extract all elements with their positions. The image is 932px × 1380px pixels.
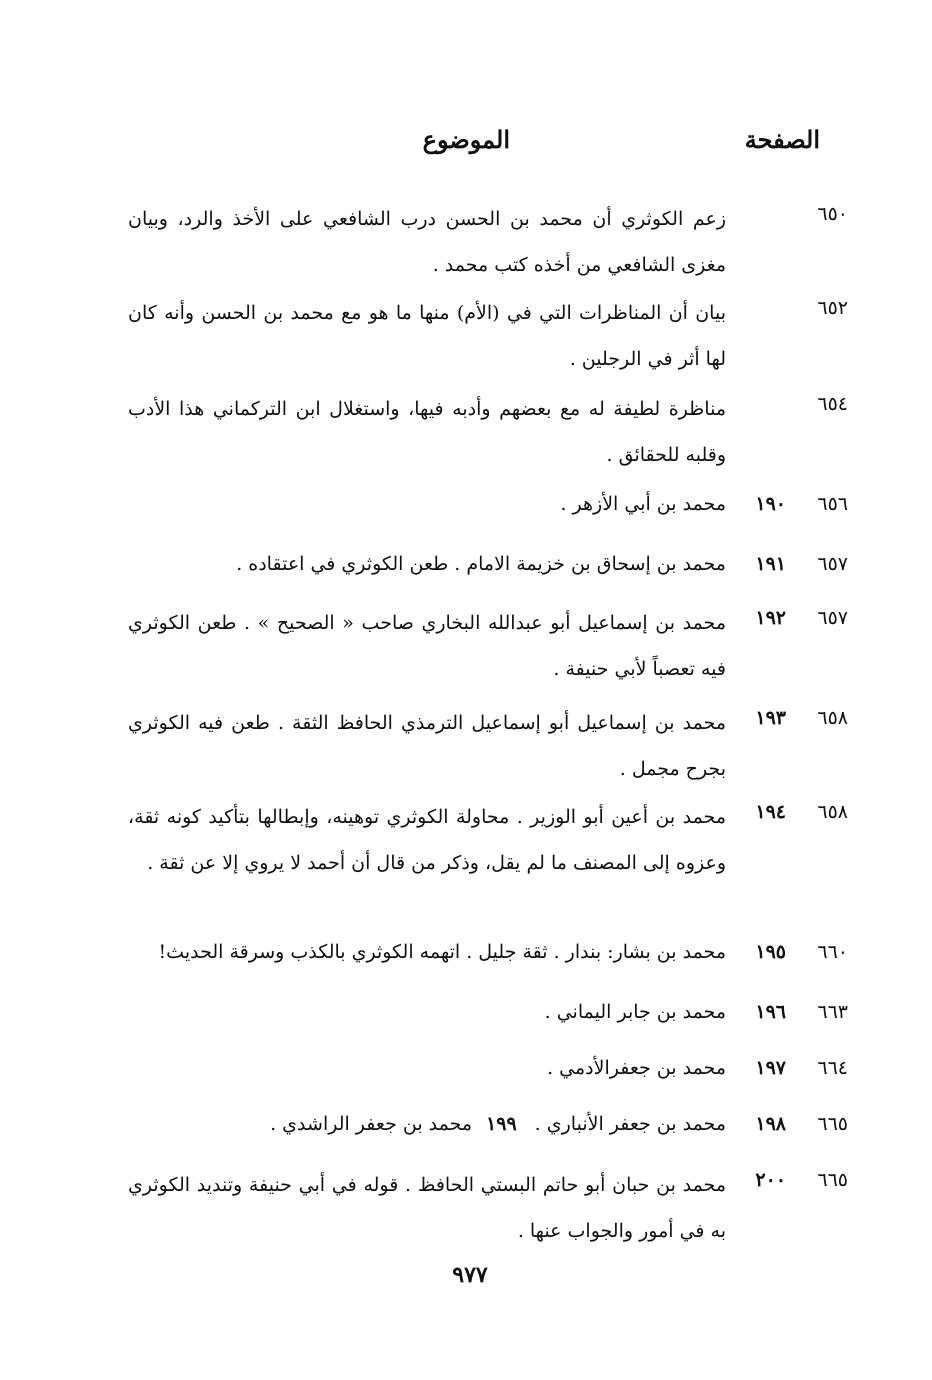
entry-page-number: ٦٦٤: [817, 1057, 848, 1079]
entry-text: محمد بن جابر اليماني .: [544, 1001, 726, 1023]
entry-page-number: ٦٦٣: [817, 1001, 848, 1023]
entry-number: ١٩٢: [755, 607, 786, 629]
entry-text: محمد بن أبي الأزهر .: [560, 493, 726, 515]
entry-number: ١٩٨: [755, 1113, 786, 1135]
entry-text: زعم الكوثري أن محمد بن الحسن درب الشافعي على الأخذ والرد، وبيان مغزى الشافعي من أخذه كتب محمد .: [128, 208, 726, 276]
entry-number: ١٩٥: [755, 941, 786, 963]
entry-page-number: ٦٦٥: [817, 1169, 848, 1191]
page-folio-number: ٩٧٧: [452, 1262, 488, 1288]
entry-text: محمد بن حبان أبو حاتم البستي الحافظ . قوله في أبي حنيفة وتنديد الكوثري به في أمور والجواب عنها .: [128, 1174, 726, 1242]
entry-page-number: ٦٥٢: [817, 297, 848, 319]
entry-page-number: ٦٥٤: [817, 393, 848, 415]
entry-text-extra: محمد بن جعفر الراشدي .: [270, 1113, 473, 1135]
entry-page-number: ٦٥٠: [817, 203, 848, 225]
entry-text: محمد بن جعفر الأنباري .: [534, 1113, 726, 1135]
entry-number: ٢٠٠: [755, 1169, 786, 1191]
entry-text: بيان أن المناظرات التي في (الأم) منها ما هو مع محمد بن الحسن وأنه كان لها أثر في الرجلين .: [128, 302, 726, 370]
entry-text: مناظرة لطيفة له مع بعضهم وأدبه فيها، واستغلال ابن التركماني هذا الأدب وقلبه للحقائق .: [128, 398, 726, 466]
entry-page-number: ٦٥٧: [817, 553, 848, 575]
page-column-header: الصفحة: [744, 125, 820, 154]
entry-number: ١٩٧: [755, 1057, 786, 1079]
entry-text: محمد بن أعين أبو الوزير . محاولة الكوثري توهينه، وإبطالها بتأكيد كونه ثقة، وعزوه إلى المصنف ما لم يقل، وذكر من قال أن أحمد لا يروي إلا عن ثقة .: [128, 806, 726, 874]
entry-text: محمد بن إسماعيل أبو إسماعيل الترمذي الحافظ الثقة . طعن فيه الكوثري بجرح مجمل .: [128, 712, 726, 780]
entry-page-number: ٦٦٥: [817, 1113, 848, 1135]
entry-page-number: ٦٦٠: [817, 941, 848, 963]
entry-number-inline: ١٩٩: [486, 1113, 517, 1135]
entry-number: ١٩٠: [755, 493, 786, 515]
entry-number: ١٩١: [755, 553, 786, 575]
entry-number: ١٩٣: [755, 707, 786, 729]
entry-text: محمد بن جعفرالأدمي .: [547, 1057, 726, 1079]
entry-page-number: ٦٥٨: [817, 801, 848, 823]
entry-number: ١٩٤: [755, 801, 786, 823]
entry-page-number: ٦٥٨: [817, 707, 848, 729]
entry-page-number: ٦٥٦: [817, 493, 848, 515]
entry-text-combined: [128, 1106, 726, 1142]
topic-column-header: الموضوع: [422, 125, 510, 154]
entry-text: محمد بن إسحاق بن خزيمة الامام . طعن الكوثري في اعتقاده .: [236, 553, 726, 575]
entry-text: محمد بن إسماعيل أبو عبدالله البخاري صاحب « الصحيح » . طعن الكوثري فيه تعصباً لأبي حنيفة .: [128, 612, 726, 680]
entry-number: ١٩٦: [755, 1001, 786, 1023]
entry-page-number: ٦٥٧: [817, 607, 848, 629]
entry-text: محمد بن بشار: بندار . ثقة جليل . اتهمه الكوثري بالكذب وسرقة الحديث!: [158, 941, 726, 963]
